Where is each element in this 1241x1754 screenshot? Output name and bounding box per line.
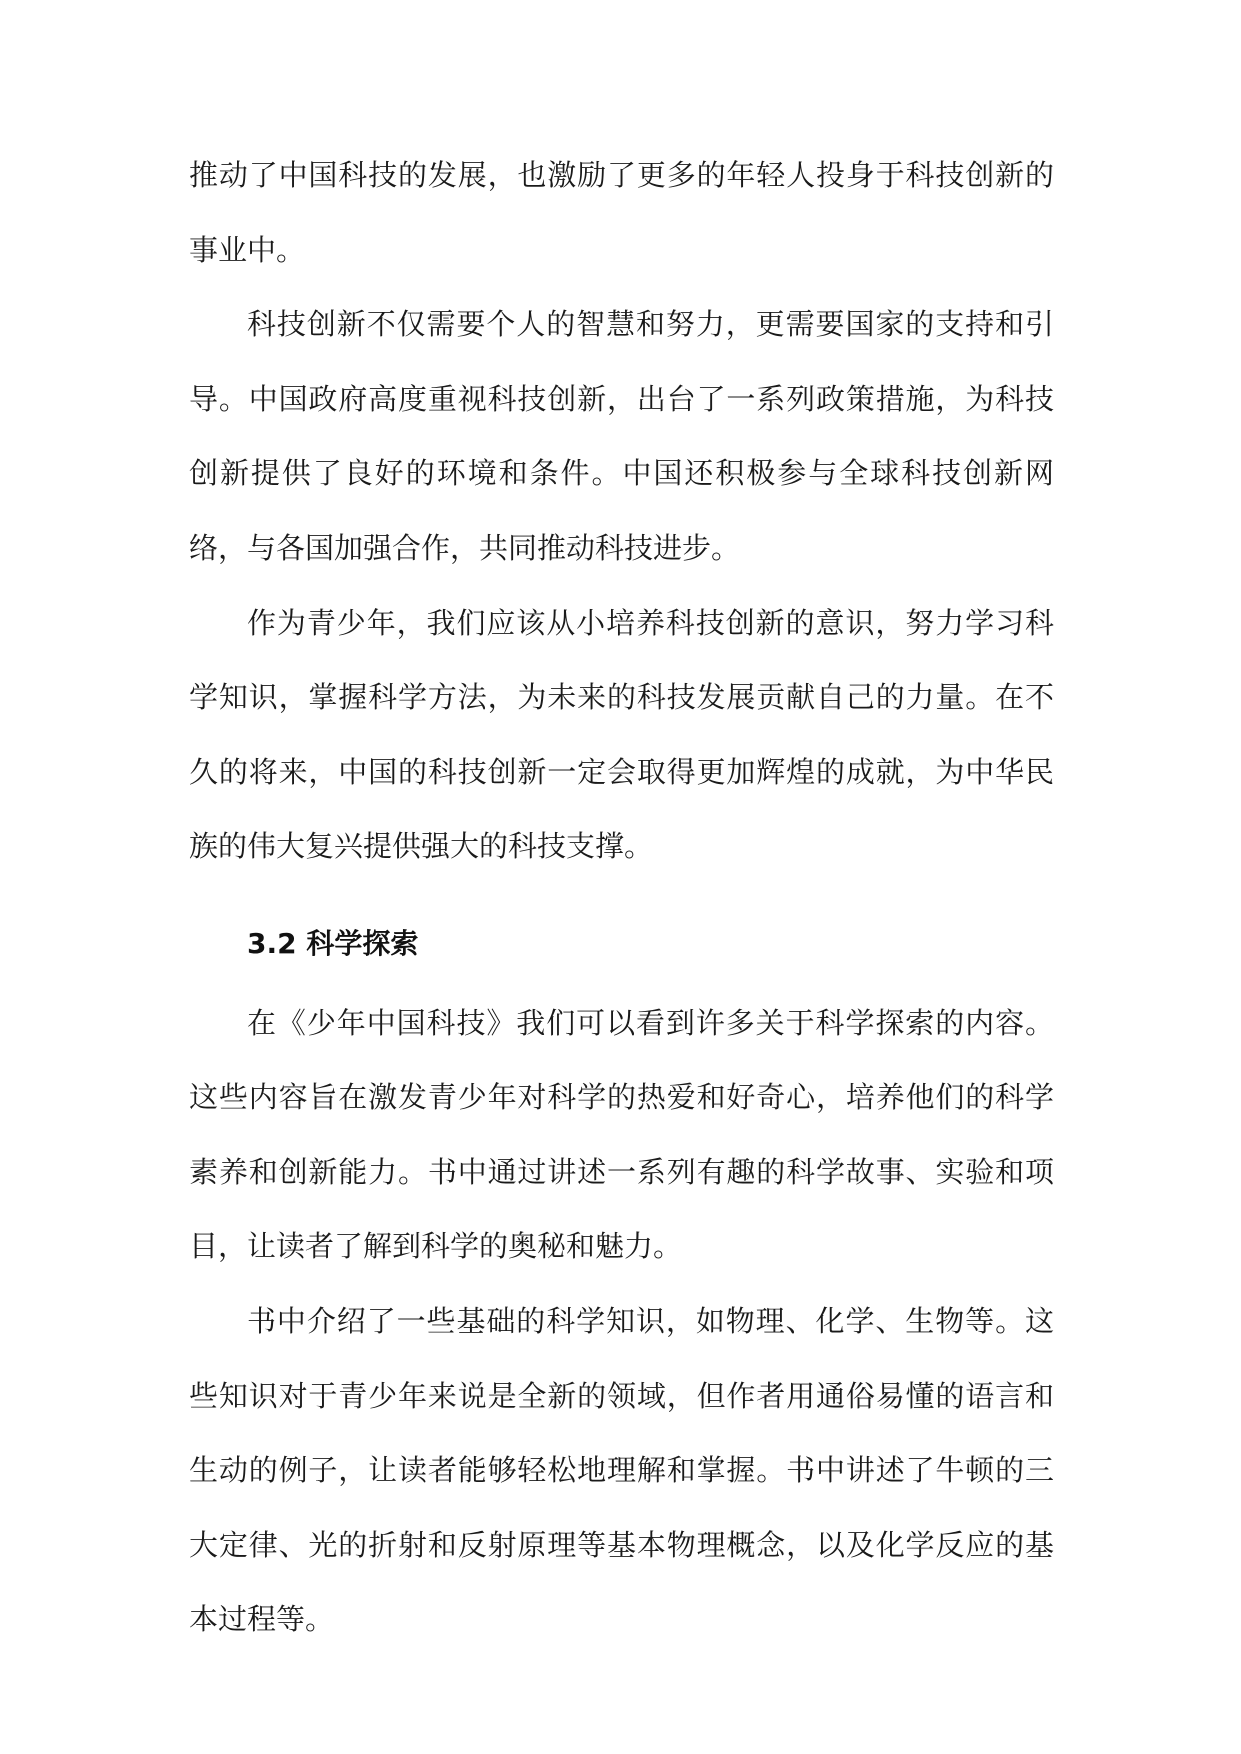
paragraph-science-exploration: 在《少年中国科技》我们可以看到许多关于科学探索的内容。这些内容旨在激发青少年对科学的热爱和好奇心，培养他们的科学素养和创新能力。书中通过讲述一系列有趣的科学故事、实验和项目，让读者了解到科学的奥秘和魅力。 [189, 1005, 1054, 1264]
section-heading: 3.2 科学探索 [247, 926, 419, 960]
paragraph-basic-science: 书中介绍了一些基础的科学知识，如物理、化学、生物等。这些知识对于青少年来说是全新的领域，但作者用通俗易懂的语言和生动的例子，让读者能够轻松地理解和掌握。书中讲述了牛顿的三大定律、光的折射和反射原理等基本物理概念，以及化学反应的基本过程等。 [189, 1303, 1054, 1637]
paragraph-youth-role: 作为青少年，我们应该从小培养科技创新的意识，努力学习科学知识，掌握科学方法，为未来的科技发展贡献自己的力量。在不久的将来，中国的科技创新一定会取得更加辉煌的成就，为中华民族的伟大复兴提供强大的科技支撑。 [189, 605, 1054, 864]
paragraph-government-support: 科技创新不仅需要个人的智慧和努力，更需要国家的支持和引导。中国政府高度重视科技创新，出台了一系列政策措施，为科技创新提供了良好的环境和条件。中国还积极参与全球科技创新网络，与各国加强合作，共同推动科技进步。 [189, 307, 1054, 565]
paragraph-continuation: 推动了中国科技的发展，也激励了更多的年轻人投身于科技创新的事业中。 [189, 158, 1054, 267]
document-body [189, 138, 1054, 1657]
